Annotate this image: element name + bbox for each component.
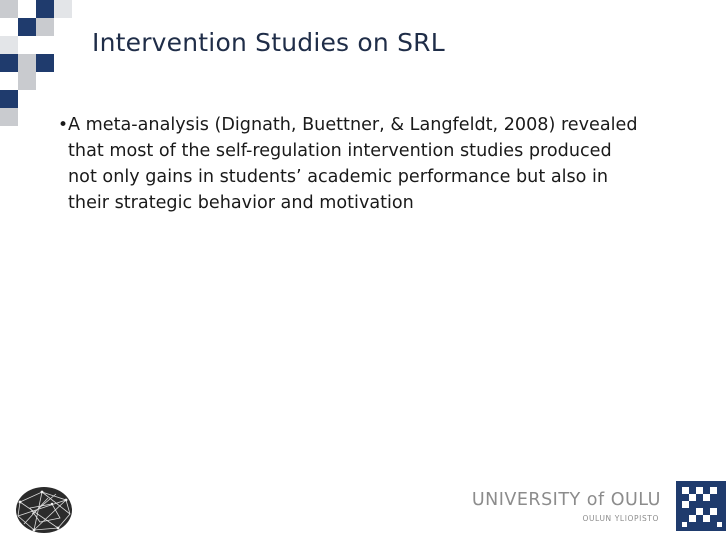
- university-subtitle: OULUN YLIOPISTO: [582, 514, 659, 523]
- bullet-item: [58, 112, 638, 216]
- university-emblem-icon: [676, 481, 726, 531]
- bullet-marker: •: [58, 115, 69, 135]
- university-name: UNIVERSITY of OULU: [471, 490, 661, 510]
- bullet-list: [58, 112, 638, 216]
- bullet-text: A meta-analysis (Dignath, Buettner, & Langfeldt, 2008) revealed that most of the self-regulation intervention studies produced not only gains in students’ academic performance but also in their strategic behavior and motivation: [68, 115, 638, 213]
- slide-title: Intervention Studies on SRL: [92, 28, 445, 57]
- university-logo: [471, 490, 661, 530]
- network-globe-icon: [12, 484, 76, 536]
